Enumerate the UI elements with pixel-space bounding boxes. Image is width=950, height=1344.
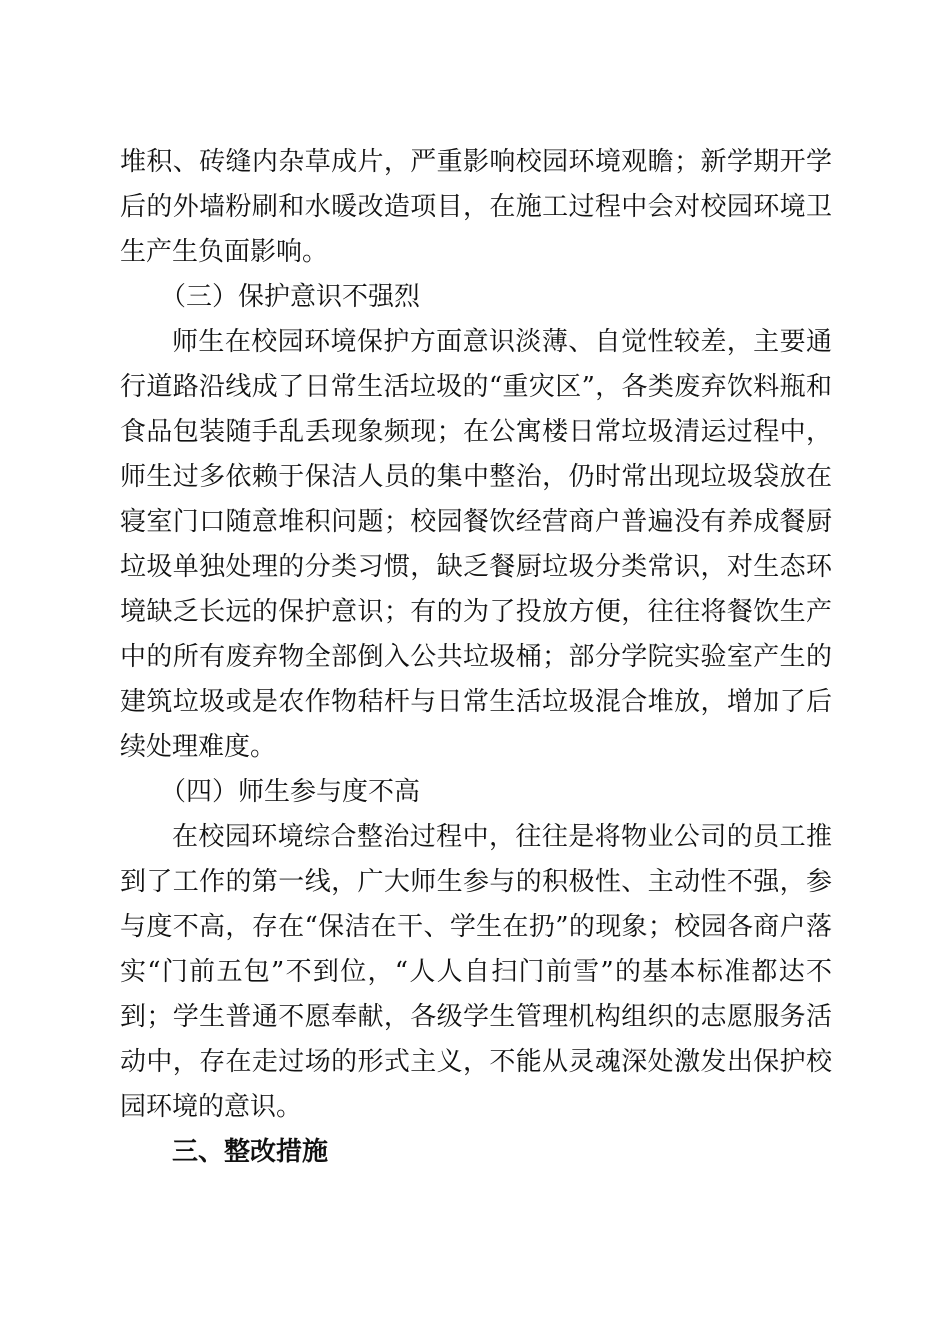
subsection-3-paragraph: 师生在校园环境保护方面意识淡薄、自觉性较差，主要通行道路沿线成了日常生活垃圾的“重灾区”，各类废弃饮料瓶和食品包装随手乱丢现象频现；在公寓楼日常垃圾清运过程中，师生过多依赖于保洁人员的集中整治，仍时常出现垃圾袋放在寝室门口随意堆积问题；校园餐饮经营商户普遍没有养成餐厨垃圾单独处理的分类习惯，缺乏餐厨垃圾分类常识，对生态环境缺乏长远的保护意识；有的为了投放方便，往往将餐饮生产中的所有废弃物全部倒入公共垃圾桶；部分学院实验室产生的建筑垃圾或是农作物秸杆与日常生活垃圾混合堆放，增加了后续处理难度。 — [120, 327, 832, 762]
document-body — [120, 140, 832, 1175]
subsection-heading-3: （三）保护意识不强烈 — [160, 282, 421, 312]
continued-paragraph: 堆积、砖缝内杂草成片，严重影响校园环境观瞻；新学期开学后的外墙粉刷和水暖改造项目，在施工过程中会对校园环境卫生产生负面影响。 — [120, 147, 832, 267]
section-heading-3: 三、整改措施 — [172, 1137, 329, 1167]
subsection-4-paragraph: 在校园环境综合整治过程中，往往是将物业公司的员工推到了工作的第一线，广大师生参与的积极性、主动性不强，参与度不高，存在“保洁在干、学生在扔”的现象；校园各商户落实“门前五包”不到位，“人人自扫门前雪”的基本标准都达不到；学生普通不愿奉献，各级学生管理机构组织的志愿服务活动中，存在走过场的形式主义，不能从灵魂深处激发出保护校园环境的意识。 — [120, 822, 832, 1122]
subsection-heading-4: （四）师生参与度不高 — [160, 777, 421, 807]
